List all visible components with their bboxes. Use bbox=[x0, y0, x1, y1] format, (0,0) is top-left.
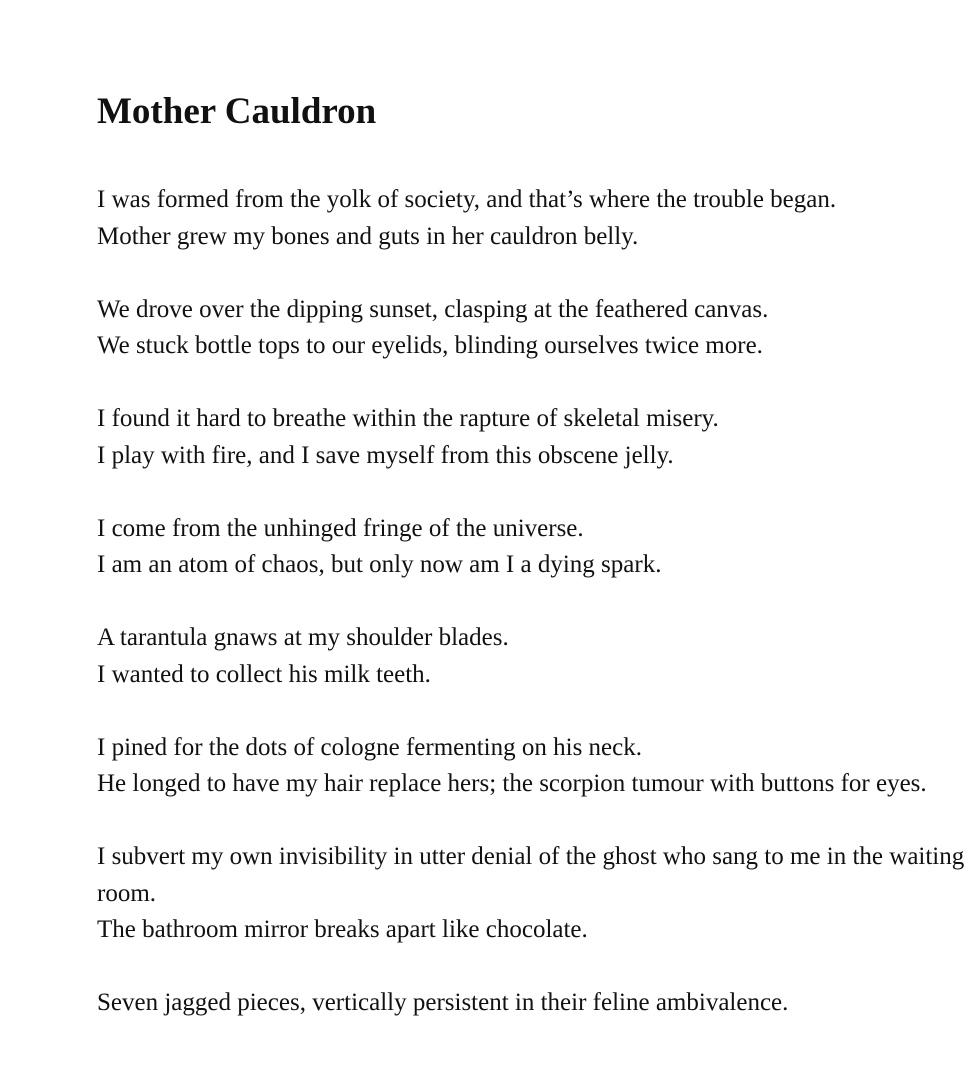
poem-line: I subvert my own invisibility in utter denial of the ghost who sang to me in the waiting room. bbox=[97, 843, 965, 907]
poem-line: The bathroom mirror breaks apart like chocolate. bbox=[97, 916, 588, 943]
stanza-1 bbox=[97, 182, 967, 255]
stanza-7 bbox=[97, 839, 967, 949]
poem-line: I was formed from the yolk of society, and that’s where the trouble began. bbox=[97, 186, 837, 213]
poem-line: Seven jagged pieces, vertically persistent in their feline ambivalence. bbox=[97, 989, 789, 1016]
stanza-2 bbox=[97, 292, 967, 365]
stanza-8 bbox=[97, 985, 967, 1022]
poem-line: I am an atom of chaos, but only now am I a dying spark. bbox=[97, 551, 662, 578]
poem-line: I come from the unhinged fringe of the universe. bbox=[97, 514, 584, 542]
poem-line: Mother grew my bones and guts in her cauldron belly. bbox=[97, 222, 639, 250]
poem-line: I found it hard to breathe within the rapture of skeletal misery. bbox=[97, 405, 719, 432]
poem-body bbox=[97, 182, 967, 1058]
poem-line: We drove over the dipping sunset, clasping at the feathered canvas. bbox=[97, 295, 769, 323]
poem-line: I pined for the dots of cologne fermenting on his neck. bbox=[97, 733, 642, 761]
poem-title: Mother Cauldron bbox=[97, 91, 377, 132]
poem-line: A tarantula gnaws at my shoulder blades. bbox=[97, 624, 509, 651]
poem-line: We stuck bottle tops to our eyelids, blinding ourselves twice more. bbox=[97, 332, 763, 359]
poem-line: He longed to have my hair replace hers; the scorpion tumour with buttons for eyes. bbox=[97, 770, 927, 797]
stanza-5 bbox=[97, 620, 967, 693]
poem-line: I wanted to collect his milk teeth. bbox=[97, 660, 431, 688]
stanza-3 bbox=[97, 401, 967, 474]
stanza-6 bbox=[97, 730, 967, 803]
stanza-4 bbox=[97, 511, 967, 584]
poem-line: I play with fire, and I save myself from this obscene jelly. bbox=[97, 441, 674, 469]
